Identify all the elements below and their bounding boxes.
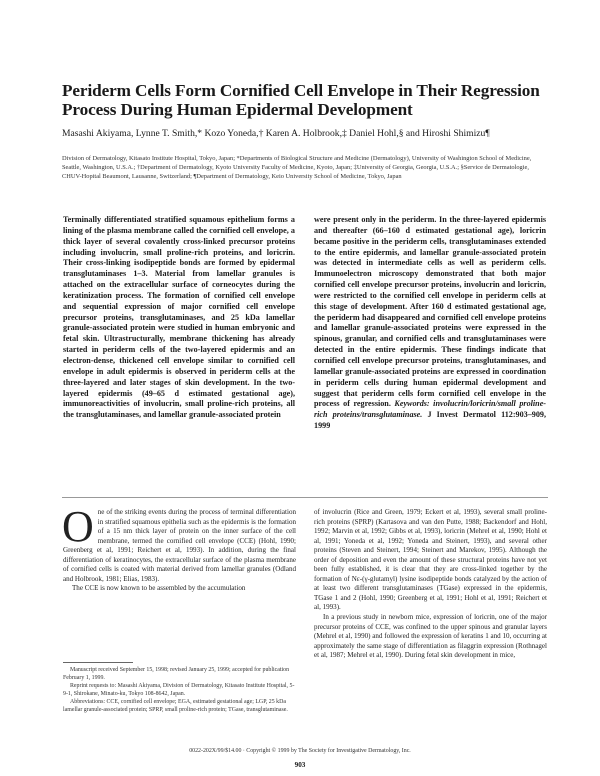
- footnote-rule: [63, 662, 133, 663]
- author-list: Masashi Akiyama, Lynne T. Smith,* Kozo Yoneda,† Karen A. Holbrook,‡ Daniel Hohl,§ and Hiroshi Shimizu¶: [62, 128, 490, 139]
- body-right-column: [314, 508, 547, 661]
- keywords: Keywords: involucrin/loricrin/small proline-rich proteins/transglutaminase.: [314, 399, 547, 420]
- drop-cap: O: [62, 502, 94, 551]
- journal-citation: J Invest Dermatol 112:903–909, 1999: [314, 410, 546, 431]
- body-text: ne of the striking events during the process of terminal differentiation in stratified squamous epithelia such as the epidermis is the formation of a 15 nm thick layer of protein on the inner surface of the cell membrane, termed the cornified cell envelope (CCE) (Hohl, 1990; Greenberg et al, 1991; Reichert et al, 1993). In addition, during the final differentiation of keratinocytes, the extracellular surface of the plasma membrane of cornified cells is coated with material derived from lamellar granules (Odland and Holbrook, 1981; Elias, 1983).: [63, 508, 296, 583]
- affiliations: Division of Dermatology, Kitasato Institute Hospital, Tokyo, Japan; *Departments of Biological Structure and Medicine (Dermatology), University of Washington School of Medicine, Seattle, Washington, U.S.A.; †Department of Dermatology, Kyoto University Faculty of Medicine, Kyoto, Japan; ‡University of Georgia, Georgia, U.S.A.; §Service de Dermatologie, CHUV-Hopital Beaumont, Lausanne, Switzerland; ¶Department of Dermatology, Keio University School of Medicine, Tokyo, Japan: [62, 155, 532, 180]
- body-left-column: [62, 502, 296, 594]
- copyright-line: 0022-202X/99/$14.00 · Copyright © 1999 by The Society for Investigative Dermatology, Inc.: [189, 748, 411, 754]
- body-paragraph: [62, 502, 296, 584]
- body-paragraph: of involucrin (Rice and Green, 1979; Eckert et al, 1993), several small proline-rich proteins (SPRP) (Kartasova and van den Putte, 1988; Backendorf and Hohl, 1992; Marvin et al, 1992; Gibbs et al, 1993), loricrin (Mehrel et al, 1990; Hohl et al, 1991; Yoneda et al, 1992; Yoneda and Steinert, 1993), and several other proteins (Steven and Steinert, 1994; Steinert and Marekov, 1995). Although the order of deposition and even the amount of these structural proteins have not yet been fully established, it is clear that they are cross-linked together by the formation of Nε-(γ-glutamyl) lysine isodipeptide bonds catalyzed by the action of at least two different transglutaminases (TGase) expressed in the epidermis, TGase 1 and 2 (Hohl, 1990; Greenberg et al, 1991; Hohl et al, 1991; Reichert et al, 1993).: [314, 508, 547, 612]
- section-divider: [62, 497, 548, 498]
- abstract-left-column: [63, 215, 295, 421]
- abstract-right-column: [314, 215, 546, 432]
- abstract-text-left: Terminally differentiated stratified squamous epithelium forms a lining of the plasma membrane called the cornified cell envelope, a thick layer of several covalently cross-linked precursor proteins including involucrin, small proline-rich proteins, and loricrin. Their cross-linking isodipeptide bonds are formed by epidermal transglutaminases 1–3. Material from lamellar granules is attached on the extracellular surface of corneocytes during the keratinization process. The formation of cornified cell envelope and sequential expression of major cornified cell envelope precursor proteins, transglutaminases, and 25 kDa lamellar granule-associated protein were studied in human embryonic and fetal skin. Ultrastructurally, membrane thickening has already started in periderm cells of the two-layered epidermis and an electron-dense, thickened cell envelope similar to cornified cell envelope in adult epidermis is observed in periderm cells at the three-layered and later stages of skin development. In the two-layered epidermis (49–65 d estimated gestational age), immunoreactivities of involucrin, small proline-rich proteins, all the transglutaminases, and lamellar granule-associated protein: [63, 215, 295, 420]
- page-number: 903: [294, 761, 306, 769]
- abstract-text-right: were present only in the periderm. In the three-layered epidermis and thereafter (66–160 d estimated gestational age), loricrin became positive in the periderm cells, transglutaminases extended to the entire epidermis, and lamellar granule-associated protein was detected in intermediate cells as well as periderm cells. Immunoelectron microscopy demonstrated that both major cornified cell envelope precursor proteins, involucrin and loricrin, were restricted to the cornified cell envelope in periderm cells at this stage of development. After 160 d estimated gestational age, the periderm had disappeared and cornified cell envelope proteins and lamellar granule-associated proteins were expressed in the spinous, granular, and cornified cells and transglutaminases were detected in the entire epidermis. These findings indicate that cornified cell envelope precursor proteins, transglutaminases, and lamellar granule-associated proteins are expressed in coordination in periderm cells during human epidermal development and suggest that periderm cells form cornified cell envelope in the process of regression.: [314, 215, 546, 409]
- article-title: Periderm Cells Form Cornified Cell Envelope in Their Regression Process During Human Epidermal Development: [62, 81, 540, 119]
- body-paragraph: The CCE is now known to be assembled by the accumulation: [72, 584, 246, 593]
- footnote-received: Manuscript received September 15, 1998; revised January 25, 1999; accepted for publication February 1, 1999.: [63, 667, 290, 681]
- footnote-reprints: Reprint requests to: Masashi Akiyama, Division of Dermatology, Kitasato Institute Hospital, 5-9-1, Shirokane, Minato-ku, Tokyo 108-8642, Japan.: [63, 683, 295, 697]
- footnote-abbreviations: Abbreviations: CCE, cornified cell envelope; EGA, estimated gestational age; LGP, 25 kDa lamellar granule-associated protein; SPRP, small proline-rich protein; TGase, transglutaminase.: [63, 699, 288, 713]
- footnotes: [63, 662, 295, 714]
- body-paragraph: In a previous study in newborn mice, expression of loricrin, one of the major precursor proteins of CCE, was confined to the upper spinous and granular layers (Mehrel et al, 1990) and followed the expression of keratins 1 and 10, occurring at approximately the same stage of differentiation as filaggrin expression (Rothnagel et al, 1987; Mehrel et al, 1990). During fetal skin development in mice,: [314, 613, 547, 660]
